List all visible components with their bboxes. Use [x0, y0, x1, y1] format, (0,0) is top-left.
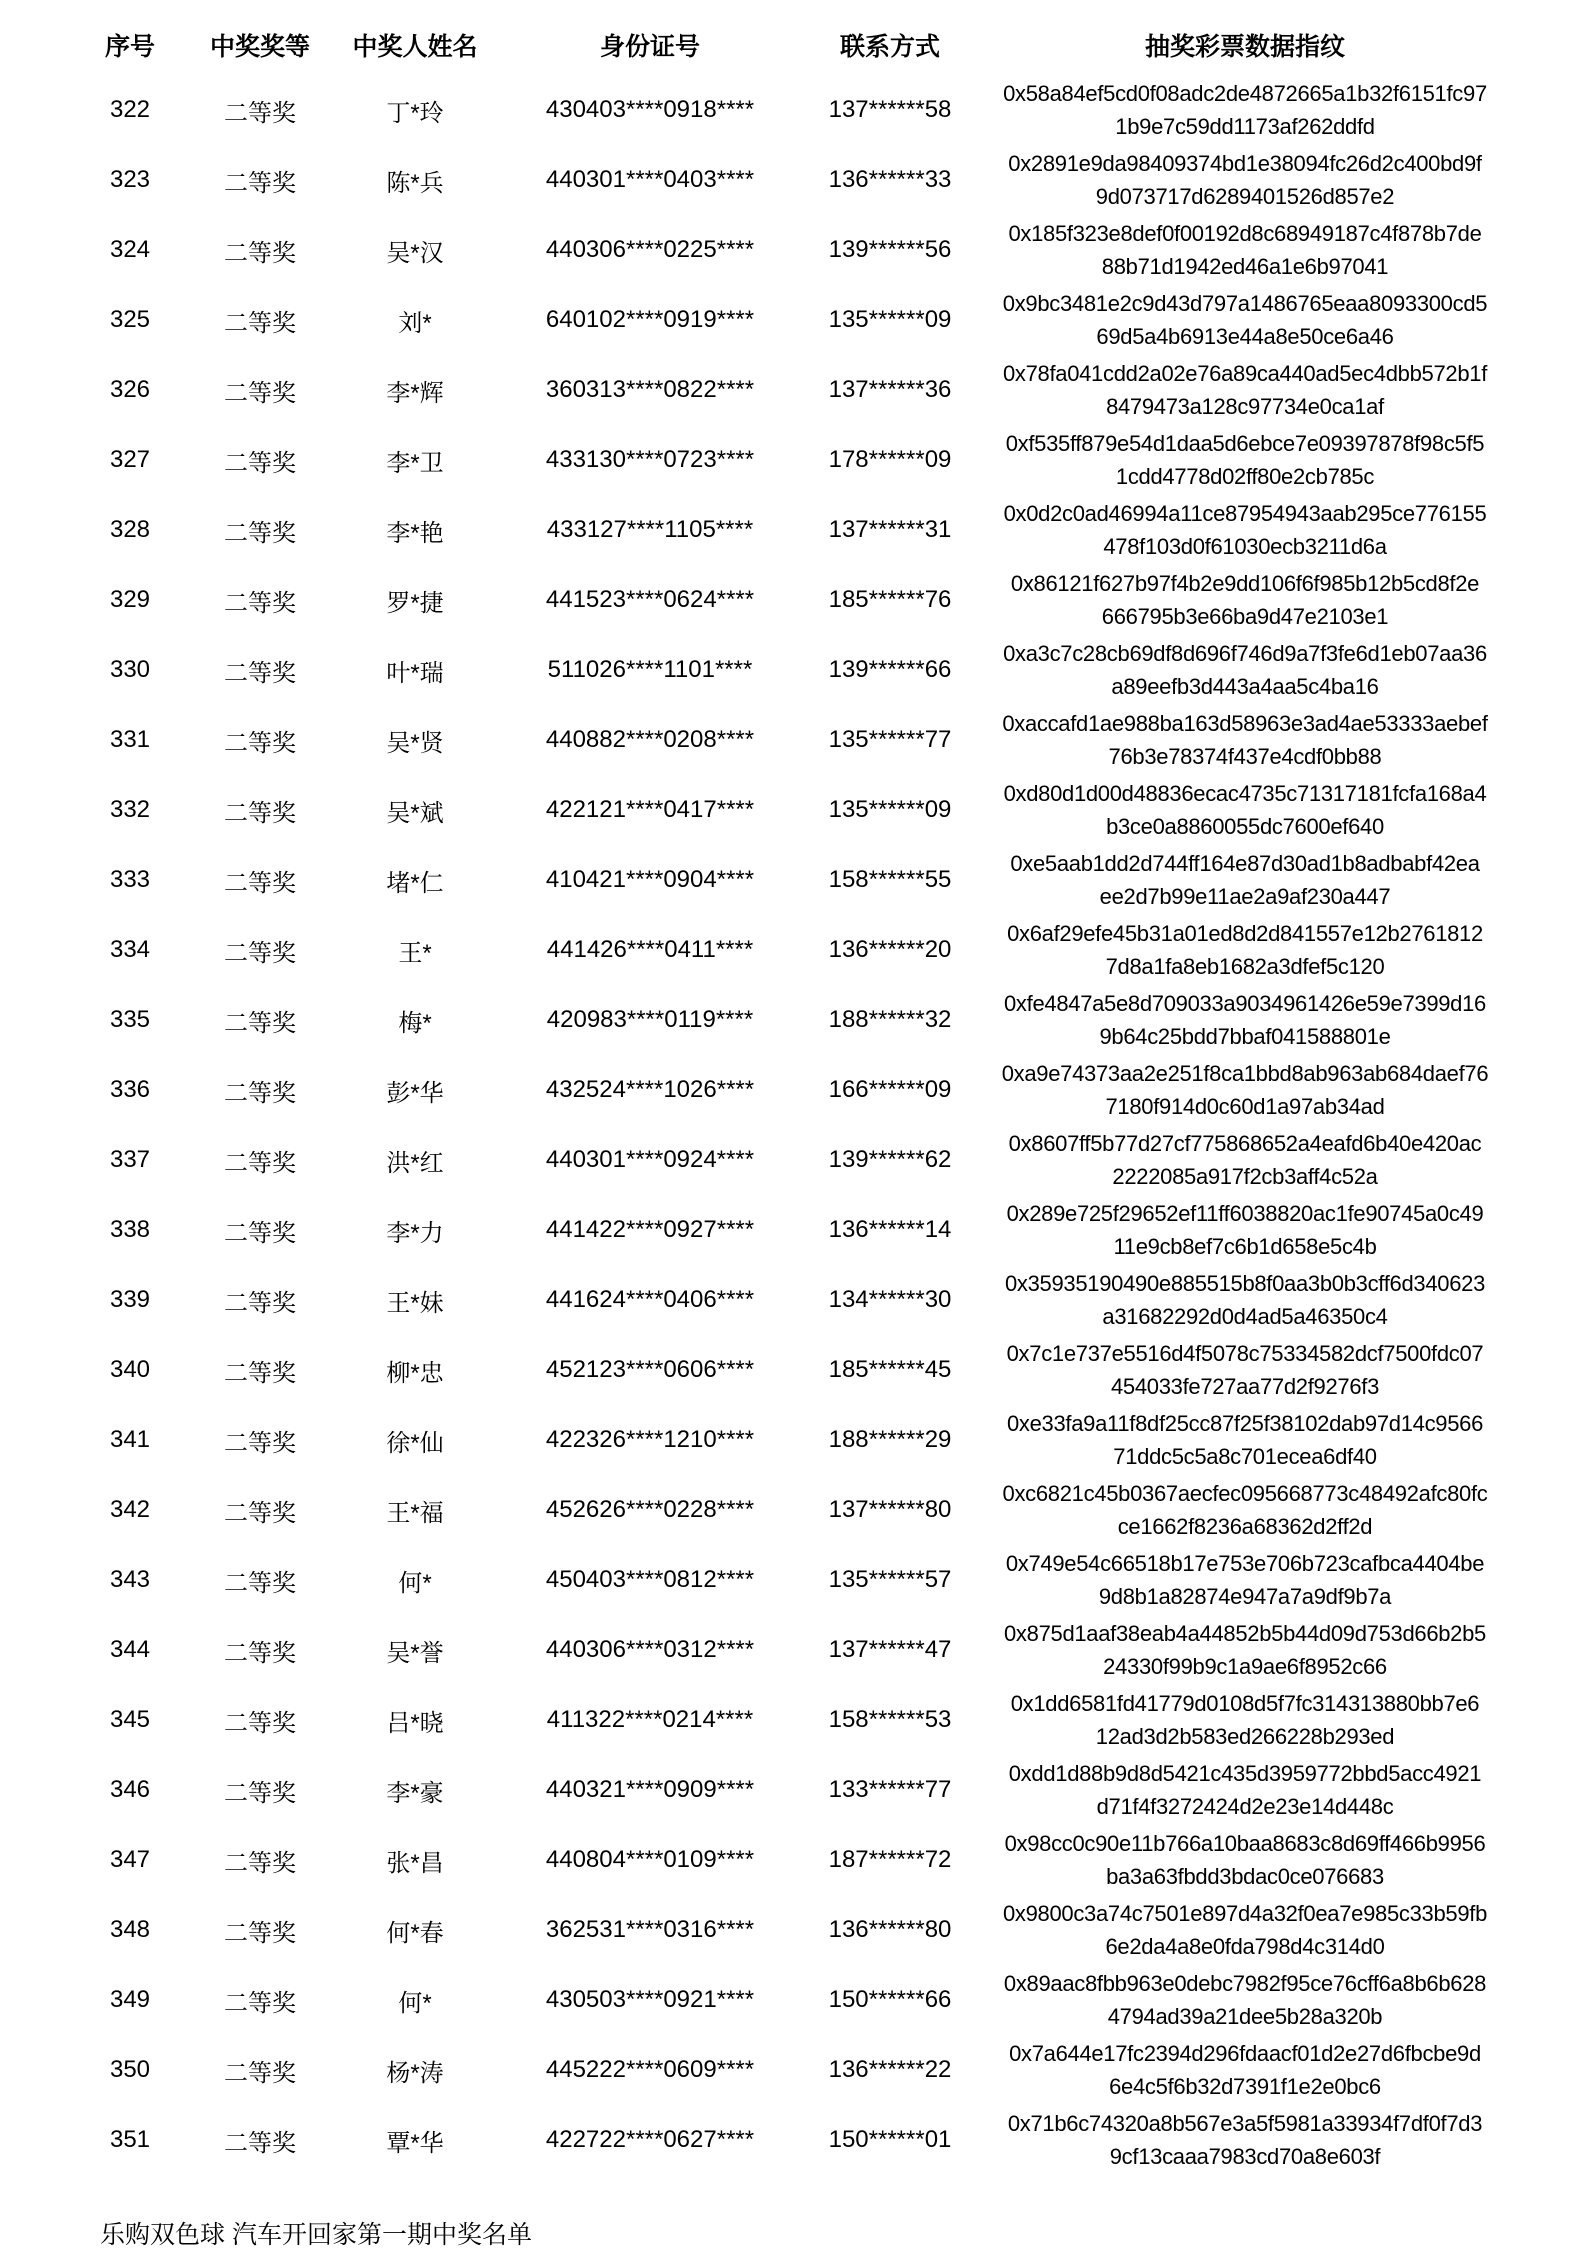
- cell-winner-name: 叶*瑞: [386, 659, 444, 687]
- cell-id-number: 360313****0822****: [545, 376, 755, 403]
- cell-contact: 134******30: [828, 1286, 952, 1313]
- fingerprint-line-1: 0xdd1d88b9d8d5421c435d3959772bbd5acc4921: [1008, 1761, 1482, 1786]
- cell-ticket-fingerprint: [990, 1407, 1500, 1473]
- cell-ticket-fingerprint: [990, 497, 1500, 563]
- fingerprint-line-2: 7d8a1fa8eb1682a3dfef5c120: [1105, 954, 1385, 979]
- fingerprint-line-2: d71f4f3272424d2e23e14d448c: [1096, 1794, 1394, 1819]
- cell-prize-level: 二等奖: [224, 2129, 296, 2157]
- cell-id-number: 430503****0921****: [545, 1986, 755, 2013]
- cell-ticket-fingerprint: [990, 1197, 1500, 1263]
- cell-id-number: 411322****0214****: [546, 1706, 754, 1733]
- cell-ticket-fingerprint: [990, 1687, 1500, 1753]
- cell-contact: 185******76: [828, 586, 952, 613]
- cell-prize-level: 二等奖: [224, 1989, 296, 2017]
- fingerprint-line-2: 1cdd4778d02ff80e2cb785c: [1115, 464, 1375, 489]
- cell-contact: 178******09: [828, 446, 952, 473]
- table-row: [0, 495, 1586, 565]
- cell-ticket-fingerprint: [990, 777, 1500, 843]
- fingerprint-line-2: 71ddc5c5a8c701ecea6df40: [1113, 1444, 1377, 1469]
- cell-ticket-fingerprint: [990, 1617, 1500, 1683]
- cell-contact: 137******58: [828, 96, 952, 123]
- cell-winner-name: 吴*汉: [386, 239, 444, 267]
- header-ticket-fingerprint: 抽奖彩票数据指纹: [1144, 33, 1345, 61]
- cell-id-number: 440301****0924****: [545, 1146, 755, 1173]
- cell-serial-number: 351: [109, 2126, 151, 2153]
- cell-serial-number: 346: [109, 1776, 151, 1803]
- cell-contact: 158******53: [828, 1706, 952, 1733]
- table-row: [0, 635, 1586, 705]
- cell-serial-number: 335: [109, 1006, 151, 1033]
- fingerprint-line-2: b3ce0a8860055dc7600ef640: [1106, 814, 1384, 839]
- header-contact: 联系方式: [839, 33, 940, 61]
- cell-id-number: 440306****0312****: [545, 1636, 755, 1663]
- cell-prize-level: 二等奖: [224, 799, 296, 827]
- fingerprint-line-1: 0xa3c7c28cb69df8d696f746d9a7f3fe6d1eb07aa36: [1003, 641, 1487, 666]
- cell-ticket-fingerprint: [990, 847, 1500, 913]
- fingerprint-line-2: 8479473a128c97734e0ca1af: [1106, 394, 1384, 419]
- cell-winner-name: 李*力: [386, 1219, 444, 1247]
- table-row: [0, 1545, 1586, 1615]
- cell-prize-level: 二等奖: [224, 869, 296, 897]
- fingerprint-line-2: 11e9cb8ef7c6b1d658e5c4b: [1113, 1234, 1377, 1259]
- fingerprint-line-1: 0xd80d1d00d48836ecac4735c71317181fcfa168a4: [1003, 781, 1487, 806]
- cell-winner-name: 吴*贤: [386, 729, 444, 757]
- cell-winner-name: 何*春: [386, 1919, 444, 1947]
- cell-prize-level: 二等奖: [224, 939, 296, 967]
- cell-serial-number: 350: [109, 2056, 151, 2083]
- cell-contact: 137******47: [828, 1636, 952, 1663]
- fingerprint-line-1: 0x98cc0c90e11b766a10baa8683c8d69ff466b9956: [1004, 1831, 1486, 1856]
- cell-winner-name: 堵*仁: [386, 869, 444, 897]
- fingerprint-line-2: 9d8b1a82874e947a7a9df9b7a: [1098, 1584, 1392, 1609]
- cell-winner-name: 李*豪: [386, 1779, 444, 1807]
- cell-ticket-fingerprint: [990, 987, 1500, 1053]
- cell-serial-number: 328: [109, 516, 151, 543]
- fingerprint-line-1: 0x8607ff5b77d27cf775868652a4eafd6b40e420ac: [1008, 1131, 1482, 1156]
- cell-ticket-fingerprint: [990, 1477, 1500, 1543]
- cell-id-number: 452123****0606****: [545, 1356, 755, 1383]
- cell-ticket-fingerprint: [990, 1967, 1500, 2033]
- cell-serial-number: 326: [109, 376, 151, 403]
- cell-contact: 136******80: [828, 1916, 952, 1943]
- fingerprint-line-2: 24330f99b9c1a9ae6f8952c66: [1103, 1654, 1387, 1679]
- table-row: [0, 985, 1586, 1055]
- fingerprint-line-2: 12ad3d2b583ed266228b293ed: [1095, 1724, 1395, 1749]
- cell-prize-level: 二等奖: [224, 729, 296, 757]
- cell-serial-number: 334: [109, 936, 151, 963]
- cell-winner-name: 柳*忠: [386, 1359, 444, 1387]
- cell-prize-level: 二等奖: [224, 589, 296, 617]
- cell-ticket-fingerprint: [990, 567, 1500, 633]
- cell-id-number: 430403****0918****: [545, 96, 755, 123]
- cell-contact: 136******14: [828, 1216, 952, 1243]
- cell-contact: 139******62: [828, 1146, 952, 1173]
- cell-prize-level: 二等奖: [224, 1429, 296, 1457]
- cell-id-number: 440882****0208****: [545, 726, 755, 753]
- cell-contact: 139******56: [828, 236, 952, 263]
- cell-prize-level: 二等奖: [224, 169, 296, 197]
- cell-id-number: 440321****0909****: [545, 1776, 755, 1803]
- header-winner-name: 中奖人姓名: [352, 33, 478, 61]
- cell-id-number: 511026****1101****: [547, 656, 753, 683]
- cell-serial-number: 329: [109, 586, 151, 613]
- fingerprint-line-2: ee2d7b99e11ae2a9af230a447: [1099, 884, 1391, 909]
- cell-ticket-fingerprint: [990, 637, 1500, 703]
- cell-winner-name: 王*: [398, 939, 432, 967]
- cell-serial-number: 347: [109, 1846, 151, 1873]
- cell-prize-level: 二等奖: [224, 1849, 296, 1877]
- cell-winner-name: 何*: [398, 1989, 432, 2017]
- fingerprint-line-2: 478f103d0f61030ecb3211d6a: [1103, 534, 1387, 559]
- fingerprint-line-1: 0x2891e9da98409374bd1e38094fc26d2c400bd9f: [1008, 151, 1482, 176]
- cell-id-number: 422722****0627****: [545, 2126, 755, 2153]
- fingerprint-line-2: 9cf13caaa7983cd70a8e603f: [1109, 2144, 1381, 2169]
- cell-prize-level: 二等奖: [224, 1079, 296, 1107]
- cell-ticket-fingerprint: [990, 2037, 1500, 2103]
- cell-prize-level: 二等奖: [224, 1499, 296, 1527]
- cell-winner-name: 王*妹: [386, 1289, 444, 1317]
- cell-winner-name: 张*昌: [386, 1849, 444, 1877]
- cell-prize-level: 二等奖: [224, 1709, 296, 1737]
- cell-id-number: 441523****0624****: [545, 586, 755, 613]
- table-row: [0, 425, 1586, 495]
- header-serial-number: 序号: [104, 33, 155, 61]
- cell-serial-number: 327: [109, 446, 151, 473]
- cell-ticket-fingerprint: [990, 917, 1500, 983]
- cell-contact: 185******45: [828, 1356, 952, 1383]
- fingerprint-line-1: 0x35935190490e885515b8f0aa3b0b3cff6d340623: [1004, 1271, 1486, 1296]
- fingerprint-line-2: 6e4c5f6b32d7391f1e2e0bc6: [1109, 2074, 1381, 2099]
- cell-serial-number: 336: [109, 1076, 151, 1103]
- cell-contact: 136******20: [828, 936, 952, 963]
- cell-prize-level: 二等奖: [224, 1639, 296, 1667]
- cell-ticket-fingerprint: [990, 1267, 1500, 1333]
- cell-serial-number: 345: [109, 1706, 151, 1733]
- fingerprint-line-2: ba3a63fbdd3bdac0ce076683: [1106, 1864, 1384, 1889]
- cell-ticket-fingerprint: [990, 1127, 1500, 1193]
- cell-serial-number: 338: [109, 1216, 151, 1243]
- table-row: [0, 1965, 1586, 2035]
- cell-contact: 137******80: [828, 1496, 952, 1523]
- cell-contact: 133******77: [828, 1776, 952, 1803]
- header-id-number: 身份证号: [599, 33, 700, 61]
- cell-serial-number: 322: [109, 96, 151, 123]
- fingerprint-line-1: 0x86121f627b97f4b2e9dd106f6f985b12b5cd8f2e: [1010, 571, 1480, 596]
- cell-prize-level: 二等奖: [224, 239, 296, 267]
- cell-contact: 150******01: [828, 2126, 952, 2153]
- table-body: [0, 75, 1586, 2175]
- fingerprint-line-1: 0xe33fa9a11f8df25cc87f25f38102dab97d14c9566: [1006, 1411, 1484, 1436]
- cell-serial-number: 331: [109, 726, 151, 753]
- cell-contact: 135******09: [828, 796, 952, 823]
- cell-contact: 150******66: [828, 1986, 952, 2013]
- cell-ticket-fingerprint: [990, 1547, 1500, 1613]
- header-prize-level: 中奖奖等: [209, 33, 310, 61]
- fingerprint-line-1: 0xc6821c45b0367aecfec095668773c48492afc80fc: [1002, 1481, 1488, 1506]
- fingerprint-line-2: 6e2da4a8e0fda798d4c314d0: [1105, 1934, 1385, 1959]
- fingerprint-line-2: 69d5a4b6913e44a8e50ce6a46: [1096, 324, 1394, 349]
- cell-id-number: 420983****0119****: [546, 1006, 754, 1033]
- table-row: [0, 1685, 1586, 1755]
- cell-serial-number: 342: [109, 1496, 151, 1523]
- cell-serial-number: 333: [109, 866, 151, 893]
- cell-serial-number: 343: [109, 1566, 151, 1593]
- cell-prize-level: 二等奖: [224, 659, 296, 687]
- table-row: [0, 845, 1586, 915]
- footer-caption: 乐购双色球 汽车开回家第一期中奖名单: [100, 2221, 532, 2249]
- cell-prize-level: 二等奖: [224, 379, 296, 407]
- cell-contact: 187******72: [828, 1846, 952, 1873]
- fingerprint-line-2: 88b71d1942ed46a1e6b97041: [1101, 254, 1389, 279]
- table-row: [0, 1265, 1586, 1335]
- cell-id-number: 450403****0812****: [545, 1566, 755, 1593]
- cell-contact: 188******29: [828, 1426, 952, 1453]
- fingerprint-line-1: 0xa9e74373aa2e251f8ca1bbd8ab963ab684daef76: [1001, 1061, 1489, 1086]
- cell-prize-level: 二等奖: [224, 1009, 296, 1037]
- cell-contact: 135******57: [828, 1566, 952, 1593]
- cell-id-number: 362531****0316****: [545, 1916, 755, 1943]
- fingerprint-line-1: 0x185f323e8def0f00192d8c68949187c4f878b7de: [1008, 221, 1482, 246]
- cell-winner-name: 覃*华: [386, 2129, 444, 2157]
- table-row: [0, 215, 1586, 285]
- cell-winner-name: 何*: [398, 1569, 432, 1597]
- table-row: [0, 1475, 1586, 1545]
- cell-winner-name: 李*艳: [386, 519, 444, 547]
- fingerprint-line-1: 0x1dd6581fd41779d0108d5f7fc314313880bb7e6: [1010, 1691, 1480, 1716]
- fingerprint-line-2: 4794ad39a21dee5b28a320b: [1107, 2004, 1383, 2029]
- cell-prize-level: 二等奖: [224, 1779, 296, 1807]
- table-header-row: [0, 15, 1586, 75]
- cell-serial-number: 323: [109, 166, 151, 193]
- cell-prize-level: 二等奖: [224, 1219, 296, 1247]
- cell-contact: 136******33: [828, 166, 952, 193]
- cell-ticket-fingerprint: [990, 1337, 1500, 1403]
- table-row: [0, 1615, 1586, 1685]
- cell-winner-name: 丁*玲: [386, 99, 444, 127]
- cell-serial-number: 324: [109, 236, 151, 263]
- cell-serial-number: 349: [109, 1986, 151, 2013]
- cell-prize-level: 二等奖: [224, 1289, 296, 1317]
- table-row: [0, 1055, 1586, 1125]
- fingerprint-line-1: 0x875d1aaf38eab4a44852b5b44d09d753d66b2b5: [1004, 1621, 1486, 1646]
- cell-id-number: 640102****0919****: [545, 306, 755, 333]
- cell-winner-name: 刘*: [398, 309, 432, 337]
- cell-prize-level: 二等奖: [224, 309, 296, 337]
- cell-id-number: 440306****0225****: [545, 236, 755, 263]
- cell-serial-number: 340: [109, 1356, 151, 1383]
- cell-winner-name: 罗*捷: [386, 589, 444, 617]
- cell-ticket-fingerprint: [990, 287, 1500, 353]
- cell-id-number: 440301****0403****: [545, 166, 755, 193]
- cell-ticket-fingerprint: [990, 217, 1500, 283]
- fingerprint-line-1: 0x89aac8fbb963e0debc7982f95ce76cff6a8b6b628: [1003, 1971, 1487, 1996]
- cell-contact: 166******09: [828, 1076, 952, 1103]
- fingerprint-line-1: 0x71b6c74320a8b567e3a5f5981a33934f7df0f7d3: [1007, 2111, 1483, 2136]
- fingerprint-line-1: 0x289e725f29652ef11ff6038820ac1fe90745a0c49: [1006, 1201, 1484, 1226]
- cell-ticket-fingerprint: [990, 1057, 1500, 1123]
- cell-contact: 136******22: [828, 2056, 952, 2083]
- cell-winner-name: 李*卫: [386, 449, 444, 477]
- fingerprint-line-1: 0x7a644e17fc2394d296fdaacf01d2e27d6fbcbe9d: [1009, 2041, 1481, 2066]
- cell-id-number: 422121****0417****: [545, 796, 755, 823]
- cell-ticket-fingerprint: [990, 427, 1500, 493]
- table-row: [0, 1195, 1586, 1265]
- fingerprint-line-1: 0xe5aab1dd2d744ff164e87d30ad1b8adbabf42ea: [1010, 851, 1480, 876]
- fingerprint-line-2: 9d073717d6289401526d857e2: [1095, 184, 1395, 209]
- cell-contact: 139******66: [828, 656, 952, 683]
- cell-id-number: 433127****1105****: [546, 516, 754, 543]
- cell-id-number: 440804****0109****: [545, 1846, 755, 1873]
- cell-ticket-fingerprint: [990, 1897, 1500, 1963]
- fingerprint-line-2: 9b64c25bdd7bbaf041588801e: [1099, 1024, 1391, 1049]
- cell-prize-level: 二等奖: [224, 1149, 296, 1177]
- cell-ticket-fingerprint: [990, 1827, 1500, 1893]
- cell-prize-level: 二等奖: [224, 1919, 296, 1947]
- cell-serial-number: 330: [109, 656, 151, 683]
- fingerprint-line-1: 0x0d2c0ad46994a11ce87954943aab295ce776155: [1003, 501, 1487, 526]
- cell-prize-level: 二等奖: [224, 519, 296, 547]
- cell-winner-name: 彭*华: [386, 1079, 444, 1107]
- cell-prize-level: 二等奖: [224, 1359, 296, 1387]
- fingerprint-line-1: 0x9800c3a74c7501e897d4a32f0ea7e985c33b59fb: [1002, 1901, 1488, 1926]
- winners-table: [0, 15, 1586, 2175]
- fingerprint-line-1: 0x78fa041cdd2a02e76a89ca440ad5ec4dbb572b1f: [1002, 361, 1488, 386]
- cell-winner-name: 洪*红: [386, 1149, 444, 1177]
- table-row: [0, 75, 1586, 145]
- fingerprint-line-2: 2222085a917f2cb3aff4c52a: [1112, 1164, 1378, 1189]
- cell-ticket-fingerprint: [990, 2107, 1500, 2173]
- fingerprint-line-2: 76b3e78374f437e4cdf0bb88: [1108, 744, 1382, 769]
- cell-contact: 137******36: [828, 376, 952, 403]
- table-row: [0, 1405, 1586, 1475]
- table-row: [0, 1825, 1586, 1895]
- cell-winner-name: 吴*斌: [386, 799, 444, 827]
- cell-prize-level: 二等奖: [224, 1569, 296, 1597]
- cell-prize-level: 二等奖: [224, 449, 296, 477]
- cell-ticket-fingerprint: [990, 77, 1500, 143]
- fingerprint-line-2: 1b9e7c59dd1173af262ddfd: [1115, 114, 1375, 139]
- table-row: [0, 1335, 1586, 1405]
- table-row: [0, 285, 1586, 355]
- cell-contact: 158******55: [828, 866, 952, 893]
- cell-winner-name: 徐*仙: [386, 1429, 444, 1457]
- fingerprint-line-2: ce1662f8236a68362d2ff2d: [1117, 1514, 1373, 1539]
- cell-winner-name: 陈*兵: [386, 169, 444, 197]
- table-row: [0, 705, 1586, 775]
- cell-serial-number: 344: [109, 1636, 151, 1663]
- fingerprint-line-1: 0x9bc3481e2c9d43d797a1486765eaa8093300cd5: [1002, 291, 1488, 316]
- cell-id-number: 452626****0228****: [545, 1496, 755, 1523]
- cell-prize-level: 二等奖: [224, 2059, 296, 2087]
- cell-serial-number: 325: [109, 306, 151, 333]
- cell-ticket-fingerprint: [990, 707, 1500, 773]
- cell-contact: 137******31: [828, 516, 952, 543]
- cell-winner-name: 吴*誉: [386, 1639, 444, 1667]
- table-row: [0, 355, 1586, 425]
- cell-winner-name: 王*福: [386, 1499, 444, 1527]
- fingerprint-line-2: a31682292d0d4ad5a46350c4: [1102, 1304, 1388, 1329]
- fingerprint-line-1: 0x7c1e737e5516d4f5078c75334582dcf7500fdc07: [1006, 1341, 1484, 1366]
- fingerprint-line-2: 454033fe727aa77d2f9276f3: [1110, 1374, 1380, 1399]
- cell-winner-name: 吕*晓: [386, 1709, 444, 1737]
- table-row: [0, 145, 1586, 215]
- cell-prize-level: 二等奖: [224, 99, 296, 127]
- cell-serial-number: 348: [109, 1916, 151, 1943]
- table-row: [0, 2035, 1586, 2105]
- cell-id-number: 441426****0411****: [546, 936, 754, 963]
- cell-id-number: 410421****0904****: [545, 866, 755, 893]
- cell-winner-name: 杨*涛: [386, 2059, 444, 2087]
- cell-id-number: 422326****1210****: [545, 1426, 755, 1453]
- cell-id-number: 445222****0609****: [545, 2056, 755, 2083]
- cell-serial-number: 341: [109, 1426, 151, 1453]
- cell-id-number: 433130****0723****: [545, 446, 755, 473]
- table-row: [0, 565, 1586, 635]
- table-row: [0, 1125, 1586, 1195]
- cell-contact: 188******32: [828, 1006, 952, 1033]
- fingerprint-line-1: 0x58a84ef5cd0f08adc2de4872665a1b32f6151fc97: [1003, 81, 1487, 106]
- table-row: [0, 1755, 1586, 1825]
- table-row: [0, 2105, 1586, 2175]
- fingerprint-line-2: 7180f914d0c60d1a97ab34ad: [1105, 1094, 1385, 1119]
- cell-serial-number: 337: [109, 1146, 151, 1173]
- fingerprint-line-2: 666795b3e66ba9d47e2103e1: [1101, 604, 1389, 629]
- cell-id-number: 432524****1026****: [545, 1076, 755, 1103]
- table-row: [0, 1895, 1586, 1965]
- fingerprint-line-2: a89eefb3d443a4aa5c4ba16: [1111, 674, 1379, 699]
- cell-winner-name: 梅*: [398, 1009, 432, 1037]
- cell-ticket-fingerprint: [990, 147, 1500, 213]
- fingerprint-line-1: 0xaccafd1ae988ba163d58963e3ad4ae53333aebef: [1002, 711, 1488, 736]
- fingerprint-line-1: 0x749e54c66518b17e753e706b723cafbca4404be: [1005, 1551, 1485, 1576]
- cell-ticket-fingerprint: [990, 1757, 1500, 1823]
- fingerprint-line-1: 0xfe4847a5e8d709033a9034961426e59e7399d16: [1004, 991, 1486, 1016]
- cell-serial-number: 339: [109, 1286, 151, 1313]
- cell-id-number: 441624****0406****: [545, 1286, 755, 1313]
- cell-id-number: 441422****0927****: [545, 1216, 755, 1243]
- cell-contact: 135******77: [828, 726, 952, 753]
- table-row: [0, 915, 1586, 985]
- cell-winner-name: 李*辉: [386, 379, 444, 407]
- fingerprint-line-1: 0xf535ff879e54d1daa5d6ebce7e09397878f98c5f5: [1005, 431, 1485, 456]
- table-row: [0, 775, 1586, 845]
- cell-ticket-fingerprint: [990, 357, 1500, 423]
- fingerprint-line-1: 0x6af29efe45b31a01ed8d2d841557e12b2761812: [1007, 921, 1483, 946]
- cell-contact: 135******09: [828, 306, 952, 333]
- cell-serial-number: 332: [109, 796, 151, 823]
